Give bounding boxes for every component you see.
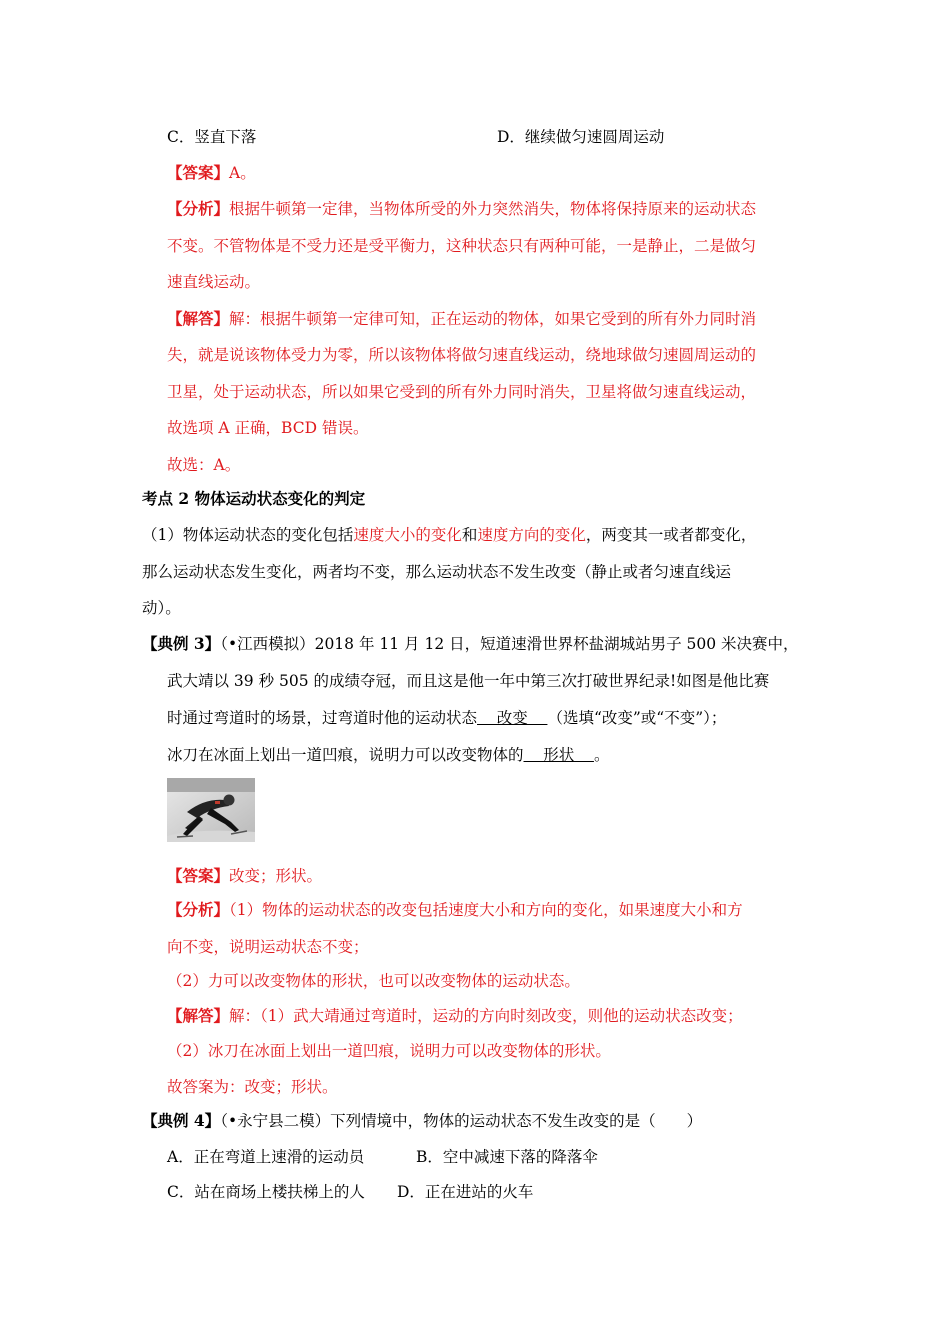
para-text-b: 和: [461, 526, 478, 544]
example4-option-d: D．正在进站的火车: [397, 1183, 534, 1201]
para-text-a: （1）物体运动状态的变化包括: [142, 526, 354, 544]
example3-tag: 【典例 3】: [142, 634, 221, 653]
option-c: C．竖直下落: [167, 128, 257, 146]
example3-analysis-line-2: 向不变，说明运动状态不变；: [167, 938, 369, 956]
example3-line-1: [142, 634, 799, 654]
example3-line-3: [167, 708, 726, 728]
para-text-c: ，两变其一或者都变化，: [585, 526, 757, 544]
example3-solution-line-2: （2）冰刀在冰面上划出一道凹痕，说明力可以改变物体的形状。: [167, 1042, 611, 1060]
analysis-line-1: [167, 199, 756, 219]
example4-option-b: B．空中减速下落的降落伞: [416, 1148, 598, 1166]
example3-solution-tag: 【解答】: [167, 1006, 230, 1025]
example4-line-1: [142, 1111, 702, 1131]
example3-text-1: （•江西模拟）2018 年 11 月 12 日，短道速滑世界杯盐湖城站男子 500 米决赛中，: [220, 635, 799, 653]
highlight-speed-size: 速度大小的变化: [353, 526, 462, 544]
speed-skater-photo: [167, 778, 255, 842]
solution-tag: 【解答】: [167, 309, 230, 328]
example4-option-a: A．正在弯道上速滑的运动员: [167, 1148, 365, 1166]
analysis-text: 根据牛顿第一定律，当物体所受的外力突然消失，物体将保持原来的运动状态: [229, 200, 757, 218]
example4-tag: 【典例 4】: [142, 1111, 221, 1130]
example3-solution-line-1: [167, 1006, 743, 1026]
fill-blank-2: 形状: [523, 746, 594, 764]
kaodian-para-line-2: 那么运动状态发生变化，两者均不变，那么运动状态不发生改变（静止或者匀速直线运: [142, 563, 732, 581]
option-d: D．继续做匀速圆周运动: [497, 128, 665, 146]
highlight-speed-direction: 速度方向的变化: [477, 526, 586, 544]
example3-text-4b: 。: [593, 746, 610, 764]
solution-line-4: 故选项 A 正确，BCD 错误。: [167, 419, 369, 437]
solution-line-3: 卫星，处于运动状态，所以如果它受到的所有外力同时消失，卫星将做匀速直线运动，: [167, 383, 757, 401]
speed-skater-illustration: [167, 778, 255, 842]
example3-solution-text-1: 解：（1）武大靖通过弯道时，运动的方向时刻改变，则他的运动状态改变；: [229, 1007, 743, 1025]
example4-question: （•永宁县二模）下列情境中，物体的运动状态不发生改变的是（ ）: [220, 1112, 703, 1130]
choice-line: 故选：A。: [167, 456, 241, 474]
section-title: 考点 2 物体运动状态变化的判定: [142, 489, 366, 508]
example3-text-3b: （选填“改变”或“不变”）；: [547, 709, 727, 727]
answer-text: A。: [229, 164, 256, 182]
example3-line-4: [167, 745, 609, 765]
example3-text-3a: 时通过弯道时的场景，过弯道时他的运动状态: [167, 709, 478, 727]
example3-line-2: 武大靖以 39 秒 505 的成绩夺冠，而且这是他一年中第三次打破世界纪录!如图是他比赛: [167, 672, 770, 690]
example4-option-c: C．站在商场上楼扶梯上的人: [167, 1183, 365, 1201]
example3-text-4a: 冰刀在冰面上划出一道凹痕，说明力可以改变物体的: [167, 746, 524, 764]
kaodian-para-line-3: 动）。: [142, 599, 181, 617]
example3-final-line: 故答案为：改变；形状。: [167, 1078, 338, 1096]
solution-text: 解：根据牛顿第一定律可知，正在运动的物体，如果它受到的所有外力同时消: [229, 310, 757, 328]
example3-analysis-text-1: （1）物体的运动状态的改变包括速度大小和方向的变化，如果速度大小和方: [229, 901, 743, 919]
answer-line: [167, 163, 256, 183]
example3-analysis-tag: 【分析】: [167, 900, 230, 919]
solution-line-1: [167, 309, 756, 329]
solution-line-2: 失，就是说该物体受力为零，所以该物体将做匀速直线运动，绕地球做匀速圆周运动的: [167, 346, 757, 364]
kaodian-para-line-1: [142, 525, 756, 545]
analysis-line-3: 速直线运动。: [167, 273, 261, 291]
example3-answer-text: 改变；形状。: [229, 867, 323, 885]
answer-tag: 【答案】: [167, 163, 230, 182]
example3-analysis-line-1: [167, 900, 743, 920]
fill-blank-1: 改变: [477, 709, 548, 727]
analysis-tag: 【分析】: [167, 199, 230, 218]
analysis-line-2: 不变。不管物体是不受力还是受平衡力，这种状态只有两种可能，一是静止，二是做匀: [167, 237, 757, 255]
example3-analysis-line-3: （2）力可以改变物体的形状，也可以改变物体的运动状态。: [167, 972, 580, 990]
example3-answer-tag: 【答案】: [167, 866, 230, 885]
example3-answer-line: [167, 866, 322, 886]
